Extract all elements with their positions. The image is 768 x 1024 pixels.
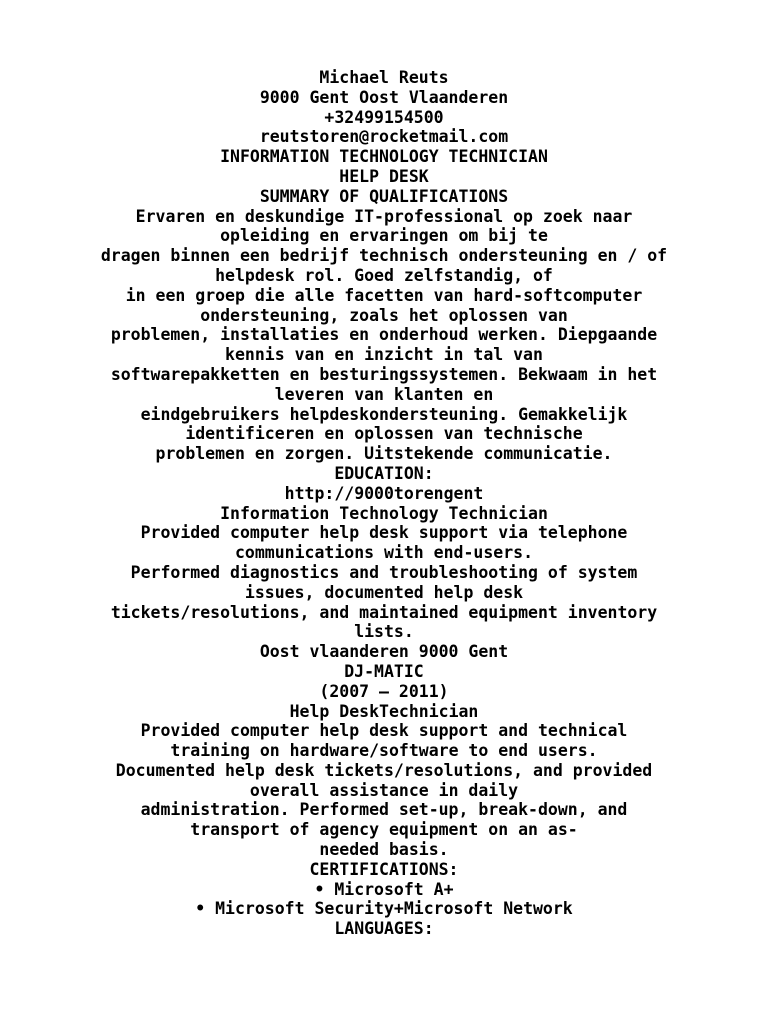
experience-title: Help DeskTechnician [289,701,479,721]
experience-line: transport of agency equipment on an as- [190,820,578,840]
experience-line: lists. [354,622,414,642]
summary-line: dragen binnen een bedrijf technisch ondersteuning en / of [100,246,668,266]
section-heading-education: EDUCATION: [334,463,434,483]
summary-line: kennis van en inzicht in tal van [225,345,543,365]
experience-line: Provided computer help desk support and technical [140,721,628,741]
summary-line: problemen en zorgen. Uitstekende communicatie. [155,444,613,464]
experience-line: training on hardware/software to end users. [170,741,598,761]
resume-document [0,68,768,939]
experience-line: overall assistance in daily [249,780,519,800]
summary-line: leveren van klanten en [274,384,494,404]
experience-location: Oost vlaanderen 9000 Gent [259,642,509,662]
summary-line: in een groep die alle facetten van hard-softcomputer [125,285,643,305]
experience-line: Performed diagnostics and troubleshooting of system [130,562,638,582]
summary-line: problemen, installaties en onderhoud werken. Diepgaande [110,325,658,345]
summary-line: eindgebruikers helpdeskondersteuning. Gemakkelijk [140,404,628,424]
name-heading: Michael Reuts [319,68,449,87]
section-heading-certifications: CERTIFICATIONS: [309,859,459,879]
education-link: http://9000torengent [284,483,484,503]
summary-line: identificeren en oplossen van technische [185,424,583,444]
experience-line: administration. Performed set-up, break-down, and [140,800,628,820]
job-title: INFORMATION TECHNOLOGY TECHNICIAN [220,147,548,167]
experience-line: needed basis. [319,840,449,860]
summary-line: Ervaren en deskundige IT-professional op zoek naar [135,206,633,226]
summary-line: ondersteuning, zoals het oplossen van [200,305,568,325]
employment-dates: (2007 – 2011) [319,681,449,701]
summary-line: helpdesk rol. Goed zelfstandig, of [215,265,553,285]
section-heading-languages: LANGUAGES: [334,919,434,939]
job-subtitle: HELP DESK [339,166,429,186]
section-heading-summary: SUMMARY OF QUALIFICATIONS [259,186,509,206]
email-line: reutstoren@rocketmail.com [259,127,509,147]
summary-line: softwarepakketten en besturingssystemen. Bekwaam in het [110,364,658,384]
experience-line: Provided computer help desk support via telephone [140,523,628,543]
experience-line: Documented help desk tickets/resolutions, and provided [115,760,653,780]
address-line: 9000 Gent Oost Vlaanderen [259,87,509,107]
certification-item: • Microsoft A+ [314,879,454,899]
experience-line: communications with end-users. [234,543,533,563]
employer-name: DJ-MATIC [344,661,424,681]
summary-line: opleiding en ervaringen om bij te [220,226,548,246]
certification-item: • Microsoft Security+Microsoft Network [195,899,573,919]
experience-line: issues, documented help desk [244,582,524,602]
experience-line: tickets/resolutions, and maintained equipment inventory [110,602,658,622]
experience-title: Information Technology Technician [220,503,548,523]
phone-line: +32499154500 [324,107,444,127]
